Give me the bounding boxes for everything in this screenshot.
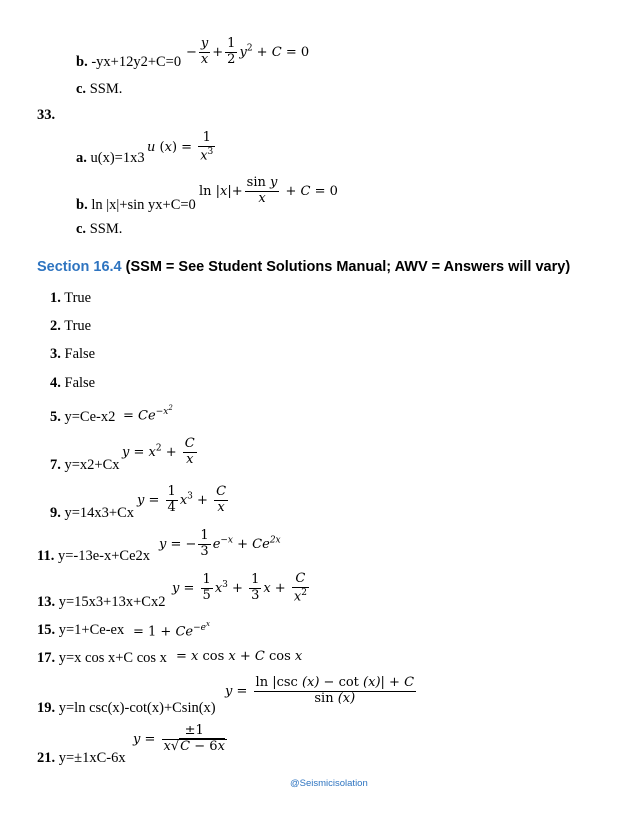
answer-1: [50, 290, 91, 307]
answer-text: y=x2+Cx: [64, 457, 120, 473]
item-text: -yx+12y2+C=0: [91, 54, 182, 70]
math-9: y = $\frac{1}{4}$ $x^3$ + $\frac{C}{x}$: [137, 484, 227, 515]
answer-33c: [76, 221, 122, 238]
answer-num: 11.: [37, 548, 55, 564]
answer-num: 5.: [50, 409, 61, 425]
answer-num: 21.: [37, 750, 56, 766]
section-label: Section 16.4: [37, 259, 122, 275]
math-13: y = $\frac{1}{5}$ $x^3$ + $\frac{1}{3}$ x + $\frac{C}{x^2}$: [172, 571, 307, 605]
item-label: c.: [76, 221, 87, 237]
math-33b: ln |x|+ $\frac{\text{sin y}}{x}$ + C = 0: [199, 175, 338, 206]
item-label: b.: [76, 54, 88, 70]
answer-32c: [76, 81, 122, 98]
answer-text: False: [64, 346, 96, 362]
item-label: c.: [76, 81, 87, 97]
answer-text: y=-13e-x+Ce2x: [57, 548, 151, 564]
answer-33b: [76, 197, 196, 214]
item-label: 33.: [37, 107, 56, 123]
footer-watermark: @Seismicisolation: [290, 778, 368, 789]
math-17: = x cos x + C cos x: [176, 649, 303, 664]
answer-4: [50, 375, 95, 392]
answer-num: 17.: [37, 650, 56, 666]
answer-32b: [76, 54, 181, 71]
answer-13: [37, 594, 165, 611]
answer-num: 15.: [37, 622, 56, 638]
math-32b: − $\frac{y}{x}$ + $\frac{1}{2}$ $y^2 + C = 0$: [186, 36, 310, 67]
answer-num: 2.: [50, 318, 61, 334]
answer-text: y=15x3+13x+Cx2: [58, 594, 166, 610]
item-label: a.: [76, 150, 87, 166]
item-text: u(x)=1x3: [90, 150, 145, 166]
answer-text: y=x cos x+C cos x: [58, 650, 167, 666]
answer-num: 3.: [50, 346, 61, 362]
answer-num: 4.: [50, 375, 61, 391]
math-5: = $Ce^{-x^2}$: [123, 404, 173, 424]
math-15: = $1 + Ce^{-e^x}$: [133, 620, 210, 640]
answer-11: [37, 548, 150, 565]
answer-text: y=1+Ce-ex: [58, 622, 125, 638]
problem-33: [37, 107, 55, 124]
math-11: y = − $\frac{1}{3}$ $e^{-x} + Ce^{2x}$: [159, 528, 281, 559]
answer-17: [37, 650, 167, 667]
item-label: b.: [76, 197, 88, 213]
answer-15: [37, 622, 124, 639]
answer-19: [37, 700, 216, 717]
answer-text: y=14x3+Cx: [64, 505, 135, 521]
answer-num: 19.: [37, 700, 56, 716]
answer-num: 1.: [50, 290, 61, 306]
math-7: $y = x^2$ + $\frac{C}{x}$: [122, 436, 195, 467]
answer-text: y=Ce-x2: [64, 409, 116, 425]
answer-text: False: [64, 375, 96, 391]
answer-num: 7.: [50, 457, 61, 473]
answer-2: [50, 318, 91, 335]
answer-text: True: [64, 318, 92, 334]
answer-num: 9.: [50, 505, 61, 521]
math-21: y = $\frac{\pm 1}{x√C - 6x}$: [133, 723, 225, 754]
item-text: SSM.: [89, 221, 123, 237]
answer-21: [37, 750, 126, 767]
answer-33a: [76, 150, 145, 167]
answer-5: [50, 409, 115, 426]
answer-text: y=±1xC-6x: [58, 750, 126, 766]
answer-text: y=ln csc(x)-cot(x)+Csin(x): [58, 700, 216, 716]
answer-num: 13.: [37, 594, 56, 610]
item-text: ln |x|+sin yx+C=0: [91, 197, 196, 213]
answer-3: [50, 346, 95, 363]
answer-9: [50, 505, 134, 522]
item-text: SSM.: [89, 81, 123, 97]
section-heading: [37, 259, 570, 275]
math-19: y = $\frac{\ln |\csc (x) - \cot (x)| + C}{\sin (x)}$: [225, 675, 415, 706]
section-note: (SSM = See Student Solutions Manual; AWV = Answers will vary): [125, 259, 571, 275]
answer-text: True: [64, 290, 92, 306]
math-33a: u (x) = $\frac{1}{x^3}$: [147, 130, 214, 164]
answer-7: [50, 457, 120, 474]
